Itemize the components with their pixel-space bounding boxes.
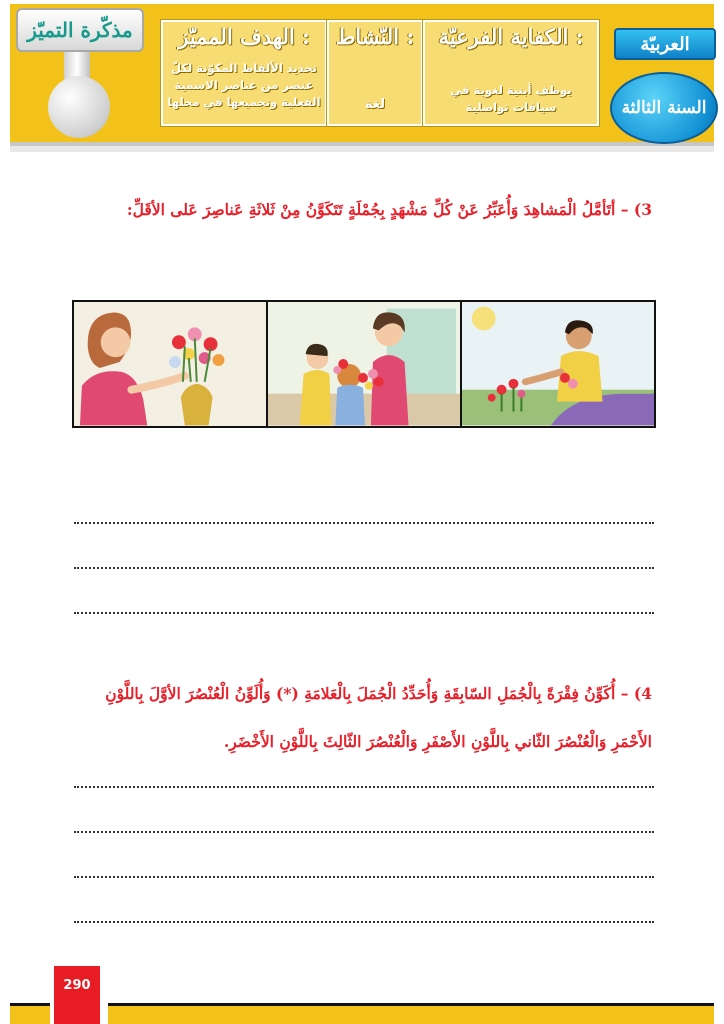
- goal-text: تحديد الألفاظ المكوّنة لكلّ عنصر من عناصر الاسمية الفعلية وتجميعها في محلها: [167, 61, 321, 109]
- exercise4-prompt-line1: 4) – أُكَوِّنُ فِقْرَةً بِالْجُمَلِ السّابِقَةِ وَأُحَدِّدُ الْجُمَلَ بِالْعَلامَةِ (*) وَأُلَوِّنُ الْعُنْصُرَ الأوَّلَ بِاللَّوْنِ: [105, 684, 652, 703]
- goal-title: الهدف المميّز :: [178, 24, 310, 49]
- skill-title: الكفاية الفرعيّة :: [438, 24, 584, 49]
- answer-line-3[interactable]: [74, 612, 654, 614]
- answer-line-7[interactable]: [74, 921, 654, 923]
- scene-mother-children-illustration: [268, 302, 460, 426]
- footer-bar: [108, 1003, 714, 1024]
- answer-line-6[interactable]: [74, 876, 654, 878]
- goal-cell: [161, 20, 327, 126]
- scene-woman-vase-illustration: [74, 302, 266, 426]
- scene-mother-children: [266, 302, 460, 426]
- logo-badge: مذكّرة التميّز: [16, 8, 144, 52]
- answer-line-5[interactable]: [74, 831, 654, 833]
- scene-strip: [72, 300, 656, 428]
- scene-boy-picking-illustration: [462, 302, 654, 426]
- logo: [16, 8, 146, 136]
- answer-line-1[interactable]: [74, 522, 654, 524]
- subject-badge: العربيّة: [614, 28, 716, 60]
- header-band: [10, 4, 714, 146]
- header-shadow: [10, 146, 714, 152]
- scene-boy-picking: [460, 302, 654, 426]
- answer-line-4[interactable]: [74, 786, 654, 788]
- footer-bar-left: [10, 1003, 50, 1024]
- exercise3-prompt: 3) – أتَأمَّلُ الْمَشاهِدَ وَأُعَبِّرُ عَنْ كُلِّ مَشْهَدٍ بِجُمْلَةٍ تَتَكَوَّنُ مِنْ ثَلاثَةِ عَناصِرَ عَلى الأقَلِّ:: [126, 200, 652, 219]
- page-number: 290: [54, 966, 100, 1024]
- skill-text: يوظف أبنية لغوية في سياقات تواصلية: [450, 83, 572, 114]
- activity-cell: [327, 20, 423, 126]
- logo-ball: [48, 76, 110, 138]
- exercise4-prompt-line2: الأَحْمَرِ وَالْعُنْصُرَ الثّاني بِاللَّوْنِ الأَصْفَرِ وَالْعُنْصُرَ الثّالِثَ بِاللَّوْنِ الأَخْضَرِ.: [223, 732, 652, 751]
- activity-title: النّشاط :: [335, 24, 415, 49]
- skill-cell: [423, 20, 599, 126]
- activity-text: لغة: [364, 97, 386, 112]
- answer-line-2[interactable]: [74, 567, 654, 569]
- scene-woman-vase: [74, 302, 266, 426]
- year-badge: السنة الثالثة: [610, 72, 718, 144]
